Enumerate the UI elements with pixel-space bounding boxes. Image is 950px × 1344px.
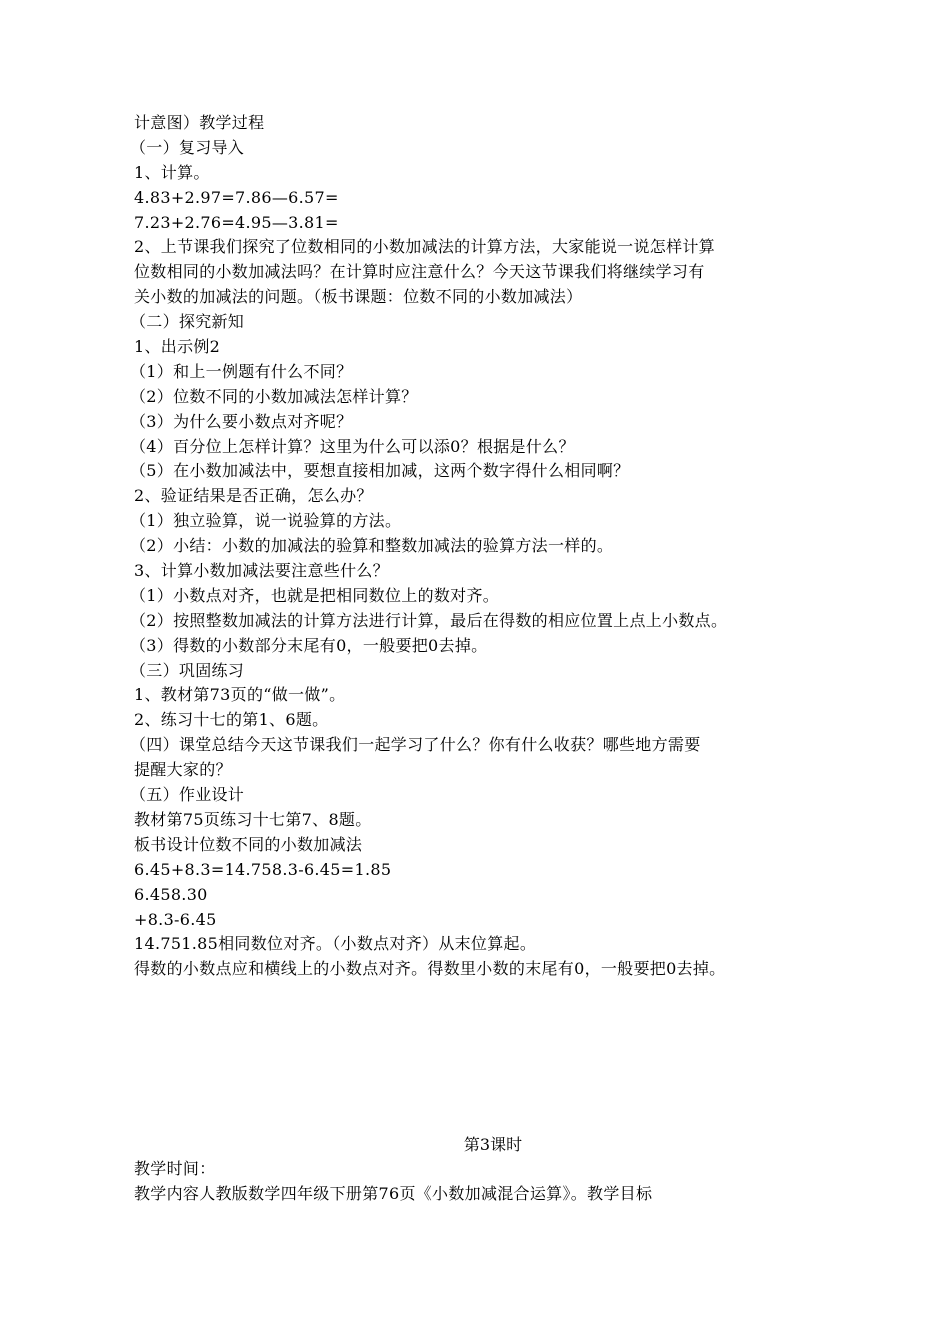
section-heading: （二）探究新知: [130, 312, 245, 332]
section-heading: （五）作业设计: [130, 785, 245, 805]
text-line: +8.3-6.45: [134, 909, 217, 929]
text-line: （5）在小数加减法中，要想直接相加减，这两个数字得什么相同啊？: [130, 461, 630, 481]
text-line: 教材第75页练习十七第7、8题。: [134, 809, 372, 829]
section-heading: （三）巩固练习: [130, 660, 245, 680]
text-line: 关小数的加减法的问题。（板书课题：位数不同的小数加减法）: [134, 287, 583, 307]
text-line: （2）按照整数加减法的计算方法进行计算，最后在得数的相应位置上点上小数点。: [130, 610, 728, 630]
lesson-3-content: [134, 1133, 834, 1207]
text-line: 4.83+2.97=7.86—6.57=: [134, 187, 339, 207]
text-line: 2、练习十七的第1、6题。: [134, 710, 329, 730]
text-line: 6.45+8.3=14.758.3-6.45=1.85: [134, 859, 392, 879]
text-line: 6.458.30: [134, 884, 208, 904]
text-line: （2）小结：小数的加减法的验算和整数加减法的验算方法一样的。: [130, 536, 614, 556]
text-line: （1）小数点对齐，也就是把相同数位上的数对齐。: [130, 585, 500, 605]
lesson-2-content: [130, 111, 834, 982]
text-line: 教学内容人教版数学四年级下册第76页《小数加减混合运算》。教学目标: [134, 1183, 653, 1203]
text-line: 1、出示例2: [134, 337, 221, 357]
text-line: 2、验证结果是否正确，怎么办？: [134, 486, 373, 506]
text-line: （3）为什么要小数点对齐呢？: [130, 411, 353, 431]
text-line: （1）独立验算，说一说验算的方法。: [130, 511, 402, 531]
text-line: 教学时间：: [134, 1159, 216, 1178]
text-line: 1、计算。: [134, 162, 210, 182]
text-line: 3、计算小数加减法要注意些什么？: [134, 561, 389, 581]
section-heading: （四）课堂总结今天这节课我们一起学习了什么？你有什么收获？哪些地方需要: [130, 735, 701, 755]
text-line: 14.751.85相同数位对齐。（小数点对齐）从末位算起。: [134, 934, 537, 954]
lesson-title: 第3课时: [463, 1135, 523, 1154]
section-heading: （一）复习导入: [130, 137, 245, 157]
text-line: 1、教材第73页的“做一做”。: [134, 685, 346, 705]
text-line: 位数相同的小数加减法吗？在计算时应注意什么？今天这节课我们将继续学习有: [134, 262, 705, 282]
text-line: （1）和上一例题有什么不同？: [130, 361, 353, 381]
text-line: （4）百分位上怎样计算？这里为什么可以添0？根据是什么？: [130, 436, 575, 456]
text-line: （2）位数不同的小数加减法怎样计算？: [130, 386, 418, 406]
text-line: 板书设计位数不同的小数加减法: [134, 834, 363, 854]
text-line: 提醒大家的？: [134, 760, 232, 780]
text-line: （3）得数的小数部分末尾有0，一般要把0去掉。: [130, 635, 488, 655]
text-line: 2、上节课我们探究了位数相同的小数加减法的计算方法，大家能说一说怎样计算: [134, 237, 715, 257]
text-line: 得数的小数点应和横线上的小数点对齐。得数里小数的末尾有0，一般要把0去掉。: [134, 959, 726, 979]
text-line: 7.23+2.76=4.95—3.81=: [134, 212, 339, 232]
text-line: 计意图）教学过程: [134, 113, 265, 132]
